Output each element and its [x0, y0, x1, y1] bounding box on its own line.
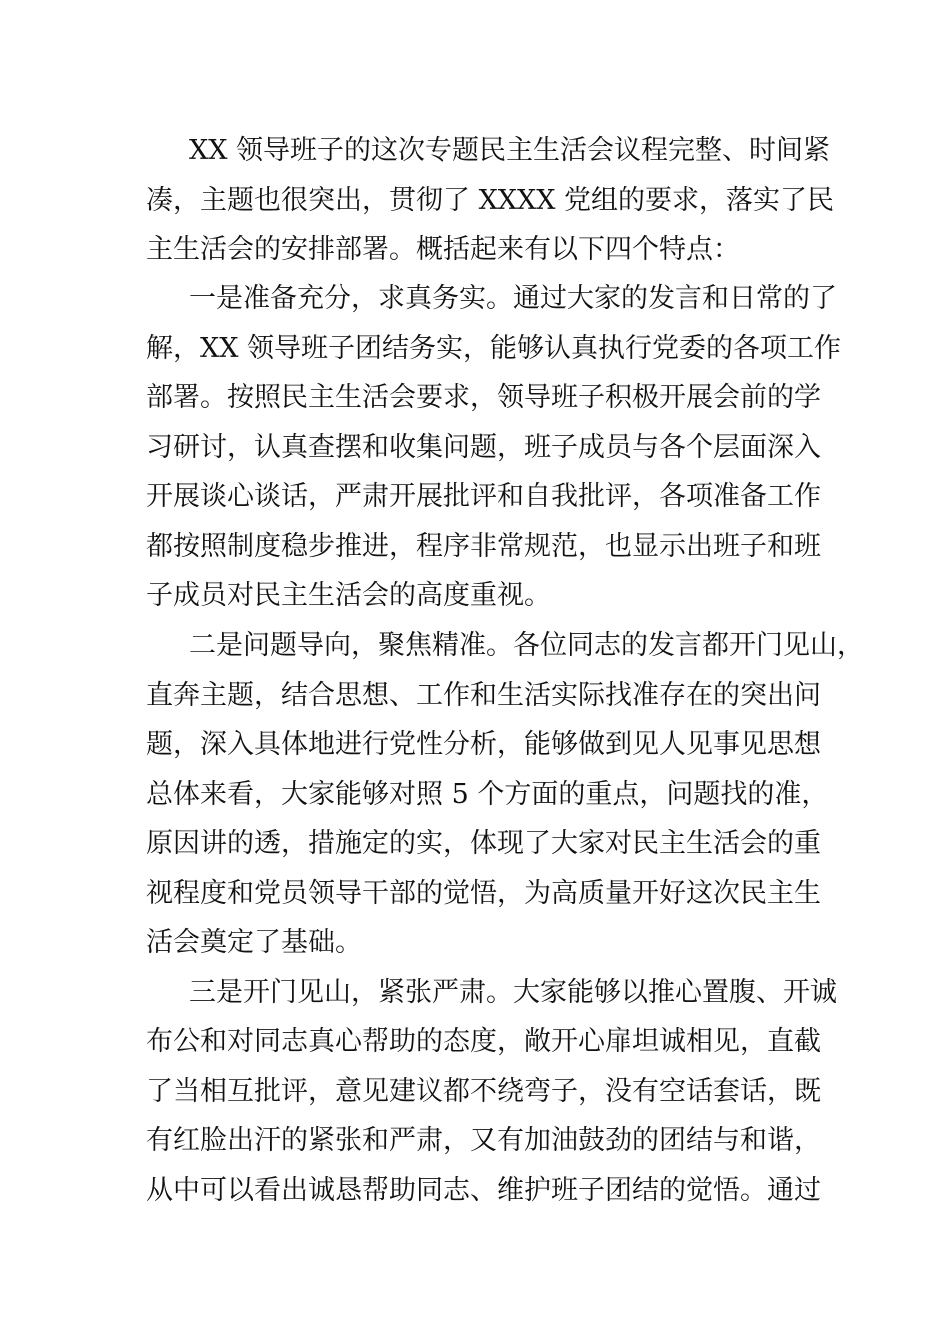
text-line: 原因讲的透，措施定的实，体现了大家对民主生活会的重 [146, 828, 821, 859]
text-line: 有红脸出汗的紧张和严肃，又有加油鼓劲的团结与和谐， [146, 1125, 821, 1156]
text-line: 凑，主题也很突出，贯彻了 XXXX 党组的要求，落实了民 [146, 185, 835, 216]
text-line: 开展谈心谈话，严肃开展批评和自我批评，各项准备工作 [146, 481, 821, 512]
text-line: 布公和对同志真心帮助的态度，敞开心扉坦诚相见，直截 [146, 1026, 821, 1057]
text-line: 题，深入具体地进行党性分析，能够做到见人见事见思想 [146, 729, 821, 760]
text-line: 习研讨，认真查摆和收集问题，班子成员与各个层面深入 [146, 432, 821, 463]
text-line: 一是准备充分，求真务实。通过大家的发言和日常的了 [189, 283, 837, 314]
text-line: 主生活会的安排部署。概括起来有以下四个特点： [146, 234, 740, 265]
text-line: 直奔主题，结合思想、工作和生活实际找准存在的突出问 [146, 680, 821, 711]
text-line: 都按照制度稳步推进，程序非常规范，也显示出班子和班 [146, 531, 821, 562]
text-line: 从中可以看出诚恳帮助同志、维护班子团结的觉悟。通过 [146, 1175, 821, 1206]
text-line: 了当相互批评，意见建议都不绕弯子，没有空话套话，既 [146, 1076, 821, 1107]
text-line: 子成员对民主生活会的高度重视。 [146, 580, 551, 611]
text-line: 视程度和党员领导干部的觉悟，为高质量开好这次民主生 [146, 878, 821, 909]
text-line: 解，XX 领导班子团结务实，能够认真执行党委的各项工作 [146, 333, 842, 364]
text-line: XX 领导班子的这次专题民主生活会议程完整、时间紧 [189, 135, 831, 166]
text-line: 总体来看，大家能够对照 5 个方面的重点，问题找的准， [146, 779, 829, 810]
text-line: 二是问题导向，聚焦精准。各位同志的发言都开门见山， [189, 630, 864, 661]
text-line: 三是开门见山，紧张严肃。大家能够以推心置腹、开诚 [189, 977, 837, 1008]
text-line: 部署。按照民主生活会要求，领导班子积极开展会前的学 [146, 382, 821, 413]
text-line: 活会奠定了基础。 [146, 927, 362, 958]
